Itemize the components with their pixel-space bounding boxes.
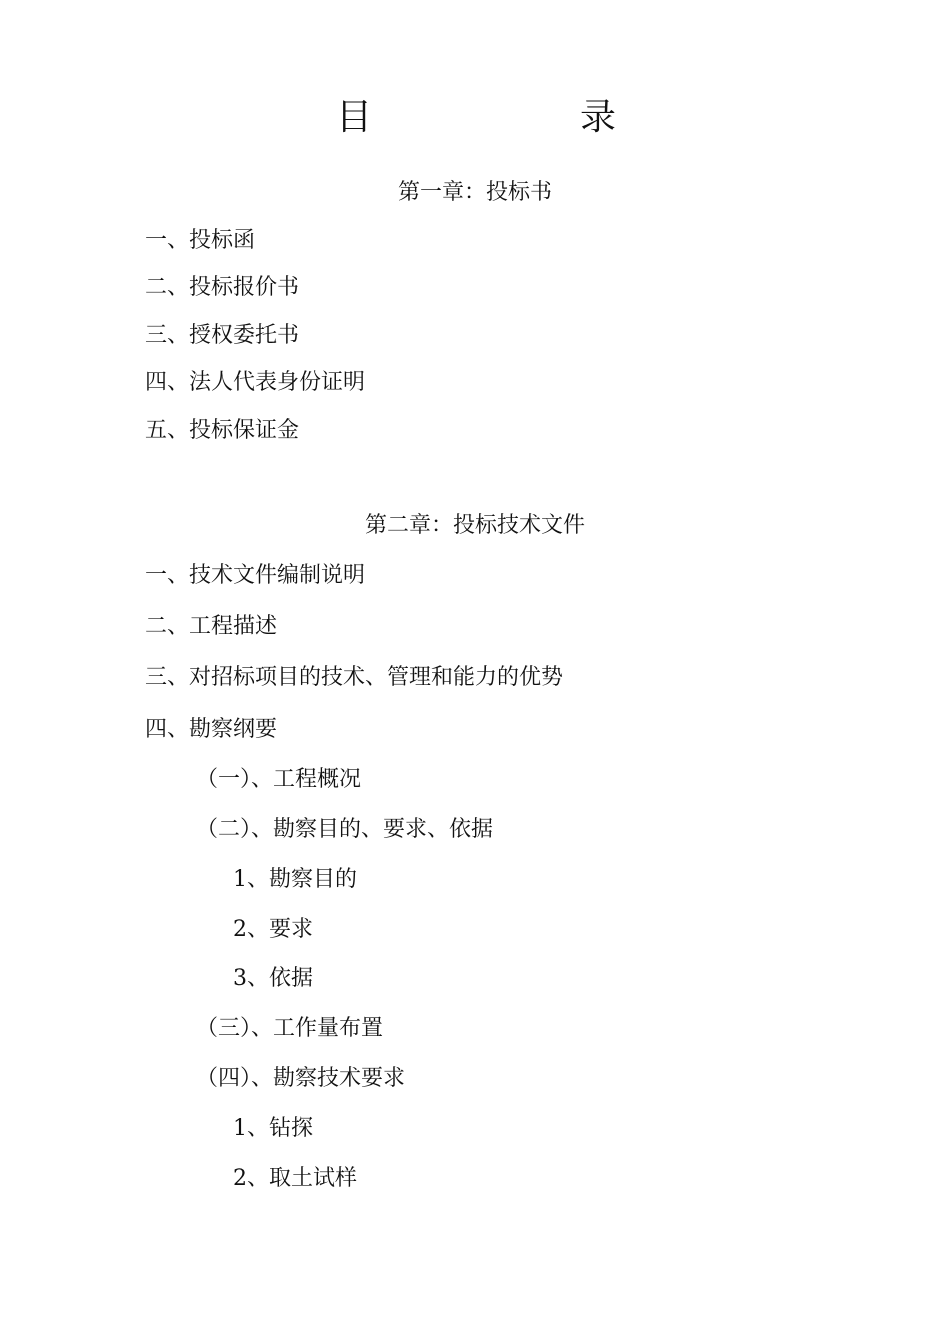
page-title-char-1: 目 — [336, 97, 373, 138]
toc-subsubentry: 1、勘察目的 — [233, 867, 357, 892]
toc-entry: 四、勘察纲要 — [145, 717, 278, 742]
toc-subsubentry: 1、钻探 — [233, 1116, 313, 1141]
page-title-char-2: 录 — [580, 97, 617, 138]
toc-subentry: （四）、勘察技术要求 — [196, 1066, 406, 1091]
chapter-2-heading: 第二章：投标技术文件 — [364, 513, 585, 538]
chapter-1-heading: 第一章：投标书 — [397, 180, 552, 205]
toc-entry: 二、投标报价书 — [145, 275, 300, 300]
toc-entry: 三、授权委托书 — [145, 323, 300, 348]
toc-subsubentry: 2、要求 — [233, 917, 313, 942]
toc-entry: 二、工程描述 — [145, 614, 278, 639]
toc-subsubentry: 2、取土试样 — [233, 1166, 357, 1191]
toc-entry: 四、法人代表身份证明 — [145, 370, 366, 395]
toc-subentry: （二）、勘察目的、要求、依据 — [196, 817, 494, 842]
toc-entry: 一、技术文件编制说明 — [145, 563, 366, 588]
toc-entry: 三、对招标项目的技术、管理和能力的优势 — [145, 665, 564, 690]
toc-entry: 一、投标函 — [145, 228, 256, 253]
toc-subentry: （一）、工程概况 — [196, 767, 362, 792]
toc-subentry: （三）、工作量布置 — [196, 1016, 384, 1041]
toc-subsubentry: 3、依据 — [233, 966, 313, 991]
toc-entry: 五、投标保证金 — [145, 418, 300, 443]
